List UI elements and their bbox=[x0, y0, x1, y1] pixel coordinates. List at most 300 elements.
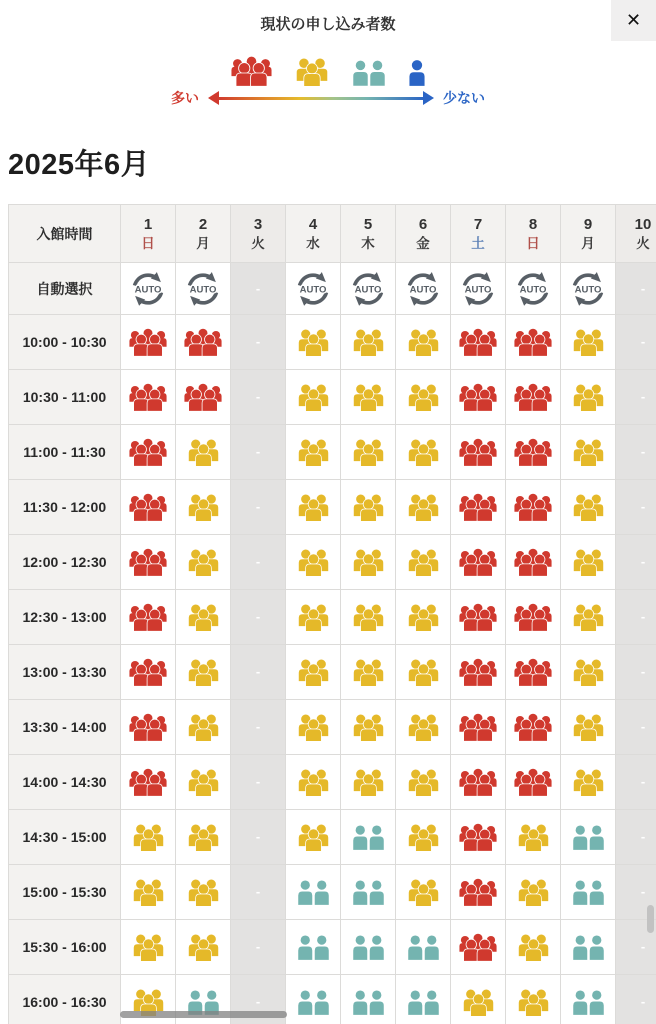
teal-crowd-icon bbox=[297, 990, 330, 1015]
crowd-level-many-icon bbox=[231, 56, 272, 86]
time-slot-row bbox=[9, 810, 656, 865]
time-label: 15:00 - 15:30 bbox=[9, 865, 121, 920]
gradient-bar bbox=[217, 97, 425, 101]
slot-cell[interactable] bbox=[396, 480, 451, 535]
yellow-crowd-icon bbox=[297, 714, 330, 741]
red-crowd-icon bbox=[514, 548, 552, 576]
slot-cell[interactable] bbox=[286, 920, 341, 975]
yellow-crowd-icon bbox=[517, 989, 550, 1016]
crowd-level-low-icon bbox=[352, 60, 386, 86]
auto-cell-closed bbox=[616, 263, 656, 315]
slot-cell[interactable] bbox=[286, 425, 341, 480]
closed-dash: - bbox=[255, 664, 261, 679]
yellow-crowd-icon bbox=[187, 769, 220, 796]
yellow-crowd-icon bbox=[187, 879, 220, 906]
auto-refresh-icon bbox=[293, 269, 333, 309]
closed-dash: - bbox=[255, 280, 261, 296]
slot-cell[interactable] bbox=[561, 920, 616, 975]
auto-select-label: 自動選択 bbox=[9, 263, 121, 315]
slot-cell[interactable] bbox=[506, 810, 561, 865]
red-crowd-icon bbox=[514, 603, 552, 631]
slot-cell[interactable] bbox=[396, 865, 451, 920]
slot-cell-closed bbox=[231, 535, 286, 590]
day-number: 3 bbox=[253, 216, 263, 233]
time-slot-row bbox=[9, 920, 656, 975]
time-label: 13:30 - 14:00 bbox=[9, 700, 121, 755]
yellow-crowd-icon bbox=[187, 439, 220, 466]
day-of-week: 火 bbox=[251, 236, 265, 251]
time-label: 14:30 - 15:00 bbox=[9, 810, 121, 865]
slot-cell[interactable] bbox=[121, 700, 176, 755]
day-header-4 bbox=[286, 205, 341, 263]
slot-cell[interactable] bbox=[341, 315, 396, 370]
teal-crowd-icon bbox=[297, 880, 330, 905]
closed-dash: - bbox=[255, 994, 261, 1009]
yellow-crowd-icon bbox=[297, 549, 330, 576]
closed-dash: - bbox=[255, 829, 261, 844]
slot-cell[interactable] bbox=[561, 700, 616, 755]
slot-cell[interactable] bbox=[451, 920, 506, 975]
yellow-crowd-icon bbox=[407, 384, 440, 411]
day-of-week: 金 bbox=[416, 236, 430, 251]
closed-dash: - bbox=[640, 389, 646, 404]
slot-cell[interactable] bbox=[451, 645, 506, 700]
teal-crowd-icon bbox=[572, 935, 605, 960]
gradient-arrow bbox=[208, 91, 434, 105]
day-of-week: 月 bbox=[196, 236, 210, 251]
yellow-crowd-icon bbox=[352, 714, 385, 741]
auto-refresh-icon bbox=[348, 269, 388, 309]
slot-cell[interactable] bbox=[506, 315, 561, 370]
date-header-row bbox=[9, 205, 656, 263]
yellow-crowd-icon bbox=[572, 329, 605, 356]
slot-cell[interactable] bbox=[396, 315, 451, 370]
auto-refresh-icon bbox=[458, 269, 498, 309]
time-label: 13:00 - 13:30 bbox=[9, 645, 121, 700]
closed-dash: - bbox=[640, 664, 646, 679]
slot-cell[interactable] bbox=[341, 370, 396, 425]
auto-refresh-icon bbox=[403, 269, 443, 309]
slot-cell[interactable] bbox=[341, 865, 396, 920]
slot-cell[interactable] bbox=[286, 645, 341, 700]
yellow-crowd-icon bbox=[187, 824, 220, 851]
slot-cell-closed bbox=[616, 810, 656, 865]
yellow-crowd-icon bbox=[572, 714, 605, 741]
time-slot-row bbox=[9, 755, 656, 810]
day-of-week: 日 bbox=[141, 236, 155, 251]
closed-dash: - bbox=[255, 444, 261, 459]
slot-cell[interactable] bbox=[396, 590, 451, 645]
slot-cell[interactable] bbox=[396, 700, 451, 755]
yellow-crowd-icon bbox=[517, 934, 550, 961]
auto-select-cell[interactable] bbox=[396, 263, 451, 315]
auto-select-row bbox=[9, 263, 656, 315]
slot-cell[interactable] bbox=[341, 535, 396, 590]
horizontal-scrollbar-thumb[interactable] bbox=[120, 1011, 287, 1018]
slot-cell[interactable] bbox=[286, 370, 341, 425]
slot-cell[interactable] bbox=[451, 480, 506, 535]
yellow-crowd-icon bbox=[297, 439, 330, 466]
auto-cell-closed bbox=[231, 263, 286, 315]
slot-cell[interactable] bbox=[451, 590, 506, 645]
slot-cell[interactable] bbox=[176, 480, 231, 535]
slot-cell-closed bbox=[231, 480, 286, 535]
yellow-crowd-icon bbox=[297, 494, 330, 521]
yellow-crowd-icon bbox=[187, 549, 220, 576]
yellow-crowd-icon bbox=[572, 439, 605, 466]
slot-cell-closed bbox=[616, 315, 656, 370]
closed-dash: - bbox=[640, 554, 646, 569]
time-label: 16:00 - 16:30 bbox=[9, 975, 121, 1024]
slot-cell[interactable] bbox=[506, 865, 561, 920]
slot-cell[interactable] bbox=[506, 370, 561, 425]
slot-cell-closed bbox=[231, 370, 286, 425]
yellow-crowd-icon bbox=[187, 934, 220, 961]
yellow-crowd-icon bbox=[407, 549, 440, 576]
red-crowd-icon bbox=[514, 658, 552, 686]
slot-cell[interactable] bbox=[341, 975, 396, 1024]
time-label: 12:00 - 12:30 bbox=[9, 535, 121, 590]
teal-crowd-icon bbox=[572, 825, 605, 850]
slot-cell[interactable] bbox=[286, 315, 341, 370]
slot-cell[interactable] bbox=[176, 810, 231, 865]
yellow-crowd-icon bbox=[187, 659, 220, 686]
auto-select-cell[interactable] bbox=[451, 263, 506, 315]
slot-cell[interactable] bbox=[561, 755, 616, 810]
slot-cell-closed bbox=[231, 590, 286, 645]
yellow-crowd-icon bbox=[132, 934, 165, 961]
closed-dash: - bbox=[640, 994, 646, 1009]
slot-cell[interactable] bbox=[561, 535, 616, 590]
red-crowd-icon bbox=[184, 328, 222, 356]
slot-cell-closed bbox=[231, 425, 286, 480]
slot-cell[interactable] bbox=[561, 315, 616, 370]
auto-select-cell[interactable] bbox=[506, 263, 561, 315]
slot-cell-closed bbox=[231, 315, 286, 370]
slot-cell[interactable] bbox=[396, 645, 451, 700]
day-header-10 bbox=[616, 205, 656, 263]
yellow-crowd-icon bbox=[297, 769, 330, 796]
teal-crowd-icon bbox=[572, 880, 605, 905]
day-number: 1 bbox=[143, 216, 153, 233]
slot-cell[interactable] bbox=[176, 425, 231, 480]
teal-crowd-icon bbox=[407, 990, 440, 1015]
yellow-crowd-icon bbox=[572, 604, 605, 631]
day-of-week: 月 bbox=[581, 236, 595, 251]
time-slot-row bbox=[9, 425, 656, 480]
slot-cell-closed bbox=[231, 920, 286, 975]
slot-cell[interactable] bbox=[396, 920, 451, 975]
time-slot-row bbox=[9, 315, 656, 370]
teal-crowd-icon bbox=[352, 990, 385, 1015]
red-crowd-icon bbox=[459, 768, 497, 796]
slot-cell-closed bbox=[616, 700, 656, 755]
yellow-crowd-icon bbox=[407, 769, 440, 796]
day-of-week: 水 bbox=[306, 236, 320, 251]
closed-dash: - bbox=[640, 334, 646, 349]
slot-cell[interactable] bbox=[286, 700, 341, 755]
slot-cell[interactable] bbox=[121, 370, 176, 425]
closed-dash: - bbox=[255, 774, 261, 789]
slot-cell-closed bbox=[616, 975, 656, 1024]
closed-dash: - bbox=[640, 444, 646, 459]
auto-select-cell[interactable] bbox=[561, 263, 616, 315]
slot-cell[interactable] bbox=[286, 535, 341, 590]
slot-cell[interactable] bbox=[121, 425, 176, 480]
auto-refresh-icon bbox=[513, 269, 553, 309]
auto-refresh-icon bbox=[128, 269, 168, 309]
slot-cell[interactable] bbox=[121, 755, 176, 810]
auto-select-cell[interactable] bbox=[286, 263, 341, 315]
crowd-level-medium-icon bbox=[295, 58, 329, 86]
day-number: 7 bbox=[473, 216, 483, 233]
yellow-crowd-icon bbox=[572, 549, 605, 576]
slot-cell[interactable] bbox=[561, 370, 616, 425]
slot-cell[interactable] bbox=[451, 755, 506, 810]
slot-cell[interactable] bbox=[121, 535, 176, 590]
red-crowd-icon bbox=[514, 493, 552, 521]
slot-cell[interactable] bbox=[506, 425, 561, 480]
slot-cell[interactable] bbox=[341, 425, 396, 480]
slot-cell-closed bbox=[231, 645, 286, 700]
legend-scale bbox=[0, 90, 656, 106]
closed-dash: - bbox=[255, 719, 261, 734]
slot-cell[interactable] bbox=[396, 975, 451, 1024]
red-crowd-icon bbox=[514, 328, 552, 356]
yellow-crowd-icon bbox=[297, 384, 330, 411]
yellow-crowd-icon bbox=[352, 769, 385, 796]
slot-cell[interactable] bbox=[341, 480, 396, 535]
red-crowd-icon bbox=[129, 438, 167, 466]
time-label: 11:00 - 11:30 bbox=[9, 425, 121, 480]
yellow-crowd-icon bbox=[297, 604, 330, 631]
red-crowd-icon bbox=[129, 383, 167, 411]
slot-cell[interactable] bbox=[286, 975, 341, 1024]
slot-cell[interactable] bbox=[121, 480, 176, 535]
slot-cell[interactable] bbox=[451, 700, 506, 755]
red-crowd-icon bbox=[129, 603, 167, 631]
auto-select-cell[interactable] bbox=[176, 263, 231, 315]
yellow-crowd-icon bbox=[572, 384, 605, 411]
slot-cell[interactable] bbox=[506, 535, 561, 590]
yellow-crowd-icon bbox=[187, 714, 220, 741]
teal-crowd-icon bbox=[352, 935, 385, 960]
red-crowd-icon bbox=[514, 768, 552, 796]
slot-cell[interactable] bbox=[451, 425, 506, 480]
teal-crowd-icon bbox=[297, 935, 330, 960]
slot-cell[interactable] bbox=[176, 645, 231, 700]
time-label: 15:30 - 16:00 bbox=[9, 920, 121, 975]
day-number: 8 bbox=[528, 216, 538, 233]
yellow-crowd-icon bbox=[407, 604, 440, 631]
slot-cell[interactable] bbox=[176, 755, 231, 810]
closed-dash: - bbox=[640, 774, 646, 789]
auto-select-cell[interactable] bbox=[121, 263, 176, 315]
slot-cell[interactable] bbox=[341, 920, 396, 975]
arrow-right-icon bbox=[423, 91, 434, 105]
slot-cell[interactable] bbox=[506, 590, 561, 645]
day-header-1 bbox=[121, 205, 176, 263]
day-header-7 bbox=[451, 205, 506, 263]
yellow-crowd-icon bbox=[352, 384, 385, 411]
slot-cell[interactable] bbox=[506, 975, 561, 1024]
slot-cell[interactable] bbox=[176, 590, 231, 645]
time-slot-row bbox=[9, 975, 656, 1024]
yellow-crowd-icon bbox=[407, 494, 440, 521]
day-header-5 bbox=[341, 205, 396, 263]
slot-cell[interactable] bbox=[121, 920, 176, 975]
yellow-crowd-icon bbox=[297, 659, 330, 686]
red-crowd-icon bbox=[184, 383, 222, 411]
yellow-crowd-icon bbox=[352, 549, 385, 576]
time-slot-row bbox=[9, 535, 656, 590]
auto-refresh-icon bbox=[183, 269, 223, 309]
slot-cell[interactable] bbox=[561, 645, 616, 700]
time-slot-row bbox=[9, 370, 656, 425]
time-label: 14:00 - 14:30 bbox=[9, 755, 121, 810]
time-slot-row bbox=[9, 645, 656, 700]
slot-cell[interactable] bbox=[176, 535, 231, 590]
slot-cell[interactable] bbox=[286, 480, 341, 535]
close-icon: ✕ bbox=[625, 10, 642, 30]
red-crowd-icon bbox=[129, 548, 167, 576]
closed-dash: - bbox=[255, 389, 261, 404]
slot-cell[interactable] bbox=[121, 865, 176, 920]
closed-dash: - bbox=[255, 554, 261, 569]
yellow-crowd-icon bbox=[352, 604, 385, 631]
slot-cell[interactable] bbox=[451, 315, 506, 370]
closed-dash: - bbox=[255, 884, 261, 899]
yellow-crowd-icon bbox=[352, 329, 385, 356]
slot-cell[interactable] bbox=[286, 590, 341, 645]
red-crowd-icon bbox=[459, 548, 497, 576]
slot-cell[interactable] bbox=[341, 700, 396, 755]
slot-cell[interactable] bbox=[506, 755, 561, 810]
slot-cell[interactable] bbox=[561, 480, 616, 535]
day-of-week: 日 bbox=[526, 236, 540, 251]
yellow-crowd-icon bbox=[407, 659, 440, 686]
slot-cell[interactable] bbox=[506, 480, 561, 535]
slot-cell[interactable] bbox=[396, 755, 451, 810]
slot-cell[interactable] bbox=[176, 370, 231, 425]
slot-cell[interactable] bbox=[341, 590, 396, 645]
red-crowd-icon bbox=[459, 713, 497, 741]
yellow-crowd-icon bbox=[187, 494, 220, 521]
crowd-level-few-icon bbox=[409, 60, 425, 86]
slot-cell-closed bbox=[616, 755, 656, 810]
time-label: 12:30 - 13:00 bbox=[9, 590, 121, 645]
yellow-crowd-icon bbox=[407, 439, 440, 466]
modal-title: 現状の申し込み者数 bbox=[260, 16, 396, 33]
yellow-crowd-icon bbox=[517, 824, 550, 851]
crowd-legend bbox=[0, 54, 656, 86]
slot-cell[interactable] bbox=[451, 865, 506, 920]
slot-cell[interactable] bbox=[176, 315, 231, 370]
slot-cell[interactable] bbox=[176, 865, 231, 920]
yellow-crowd-icon bbox=[187, 604, 220, 631]
red-crowd-icon bbox=[129, 713, 167, 741]
slot-cell-closed bbox=[231, 755, 286, 810]
red-crowd-icon bbox=[459, 493, 497, 521]
close-button[interactable] bbox=[611, 0, 656, 41]
slot-cell[interactable] bbox=[286, 810, 341, 865]
day-number: 6 bbox=[418, 216, 428, 233]
day-header-9 bbox=[561, 205, 616, 263]
slot-cell[interactable] bbox=[341, 755, 396, 810]
red-crowd-icon bbox=[459, 878, 497, 906]
slot-cell[interactable] bbox=[561, 425, 616, 480]
red-crowd-icon bbox=[459, 603, 497, 631]
red-crowd-icon bbox=[459, 658, 497, 686]
slot-cell[interactable] bbox=[396, 425, 451, 480]
slot-cell[interactable] bbox=[286, 865, 341, 920]
slot-cell-closed bbox=[616, 645, 656, 700]
slot-cell-closed bbox=[231, 810, 286, 865]
red-crowd-icon bbox=[129, 328, 167, 356]
slot-cell[interactable] bbox=[396, 535, 451, 590]
slot-cell[interactable] bbox=[506, 645, 561, 700]
slot-cell[interactable] bbox=[506, 920, 561, 975]
time-label: 10:00 - 10:30 bbox=[9, 315, 121, 370]
yellow-crowd-icon bbox=[352, 659, 385, 686]
slot-cell[interactable] bbox=[396, 370, 451, 425]
day-header-8 bbox=[506, 205, 561, 263]
slot-cell[interactable] bbox=[396, 810, 451, 865]
slot-cell[interactable] bbox=[506, 700, 561, 755]
few-label: 少ない bbox=[443, 90, 485, 106]
slot-cell[interactable] bbox=[121, 810, 176, 865]
slot-cell[interactable] bbox=[121, 645, 176, 700]
slot-cell[interactable] bbox=[561, 865, 616, 920]
day-header-3 bbox=[231, 205, 286, 263]
slot-cell-closed bbox=[616, 425, 656, 480]
slot-cell[interactable] bbox=[561, 590, 616, 645]
yellow-crowd-icon bbox=[407, 879, 440, 906]
slot-cell[interactable] bbox=[561, 975, 616, 1024]
yellow-crowd-icon bbox=[407, 329, 440, 356]
day-number: 2 bbox=[198, 216, 208, 233]
teal-crowd-icon bbox=[572, 990, 605, 1015]
yellow-crowd-icon bbox=[517, 879, 550, 906]
day-of-week: 木 bbox=[361, 236, 375, 251]
yellow-crowd-icon bbox=[132, 824, 165, 851]
slot-cell[interactable] bbox=[451, 370, 506, 425]
slot-cell[interactable] bbox=[176, 700, 231, 755]
slot-cell[interactable] bbox=[451, 975, 506, 1024]
red-crowd-icon bbox=[514, 713, 552, 741]
slot-cell[interactable] bbox=[286, 755, 341, 810]
red-crowd-icon bbox=[514, 383, 552, 411]
vertical-scrollbar-thumb[interactable] bbox=[647, 905, 654, 933]
closed-dash: - bbox=[640, 939, 646, 954]
slot-cell[interactable] bbox=[341, 810, 396, 865]
slot-cell[interactable] bbox=[341, 645, 396, 700]
closed-dash: - bbox=[640, 499, 646, 514]
slot-cell[interactable] bbox=[561, 810, 616, 865]
slot-cell[interactable] bbox=[176, 920, 231, 975]
day-header-2 bbox=[176, 205, 231, 263]
red-crowd-icon bbox=[459, 328, 497, 356]
auto-select-cell[interactable] bbox=[341, 263, 396, 315]
slot-cell[interactable] bbox=[121, 590, 176, 645]
slot-cell[interactable] bbox=[451, 535, 506, 590]
slot-cell[interactable] bbox=[121, 315, 176, 370]
time-slot-row bbox=[9, 700, 656, 755]
day-number: 5 bbox=[363, 216, 373, 233]
yellow-crowd-icon bbox=[297, 824, 330, 851]
slot-cell[interactable] bbox=[451, 810, 506, 865]
yellow-crowd-icon bbox=[407, 714, 440, 741]
